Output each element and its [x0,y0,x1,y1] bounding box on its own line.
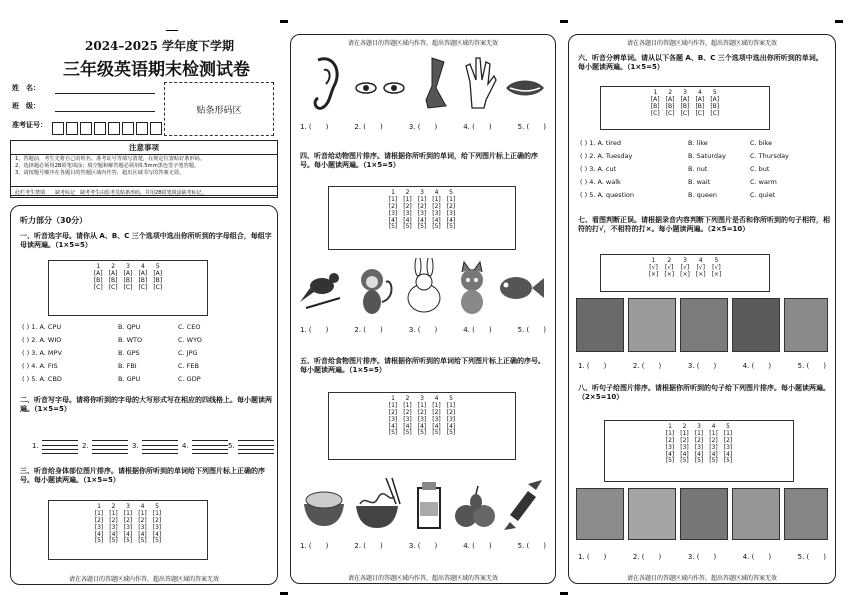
id-boxes[interactable] [52,118,164,137]
scene-picture [628,298,676,352]
four-line-grid[interactable] [92,440,128,454]
notes-title: 注意事项 [11,141,277,155]
q6-option-a[interactable]: ( ) 1. A. tired [580,139,621,147]
story-picture [576,488,624,540]
crop-mark [560,592,568,595]
header-banner: 请在各题目的答题区域内作答，超出答题区域的答案无效 [347,40,498,47]
pictures-food [300,474,546,532]
class-label: 班 级： [12,102,40,110]
q2-num: 5. [228,442,235,450]
answer-blank[interactable]: 3. ( ) [408,542,438,550]
answer-blank[interactable]: 3. ( ) [687,553,717,561]
pictures-body-parts [300,52,546,114]
mouth-icon [506,81,544,96]
story-picture [784,488,828,540]
answer-blank[interactable]: 2. ( ) [632,362,662,370]
q6-title: 六、听音分辨单词。请从以下各题 A、B、C 三个选项中选出你所听到的单词。每小题读两遍。（1×5=5） [578,54,823,72]
answer-blank[interactable]: 4. ( ) [463,123,492,131]
q2-num: 2. [82,442,89,450]
q6-option-b[interactable]: B. Saturday [688,152,726,160]
q4-title: 四、听音给动物图片排序。请根据你所听到的单词，给下列图片标上正确的序号。每小题读两遍。（1×5=5） [300,152,538,170]
q1-option-c[interactable]: C. GDP [178,375,201,383]
answer-grid-q3[interactable]: 1 2 3 4 5 [1] [1] [1] [1] [1] [2] [2] [2] [2] [2] [3] [3] [3] [3] [3] [4] [4] [4] [4] [4] [5] [5] [5] [5] [5] [48,500,208,560]
note-item: 2、选择题必须用2B铅笔填涂；填空题和解答题必须用0.5mm黑色签字笔答题。 [15,163,200,170]
q6-option-b[interactable]: B. queen [688,191,717,199]
bird-icon [300,273,340,308]
answer-blank[interactable]: 2. ( ) [354,123,383,131]
hand-icon [466,58,496,108]
scene-picture [784,298,828,352]
four-line-grid[interactable] [238,440,274,454]
answer-grid-q4[interactable]: 1 2 3 4 5 [1] [1] [1] [1] [1] [2] [2] [2] [2] [2] [3] [3] [3] [3] [3] [4] [4] [4] [4] [4] [5] [5] [5] [5] [5] [328,186,516,250]
name-field[interactable] [55,93,155,94]
milk-icon [418,482,440,528]
absent-label: 此栏考生禁填 缺考标记 [15,190,76,196]
scene-picture [576,298,624,352]
q6-option-c[interactable]: C. warm [750,178,777,186]
q1-option-b[interactable]: B. QPU [118,323,141,331]
footer-banner: 请在各题目的答题区域内作答，超出答题区域的答案无效 [68,576,219,583]
answer-blank[interactable]: 3. ( ) [408,123,438,131]
answer-blank[interactable]: 5. ( ) [797,362,826,370]
q6-option-b[interactable]: B. like [688,139,708,147]
scene-picture [680,298,728,352]
q1-option-b[interactable]: B. FBI [118,362,137,370]
note-item: 1、答题前，考生先将自己的姓名、准考证号等填写清楚，在规定位置贴好条形码。 [15,156,206,162]
pear-icon [455,486,495,527]
four-line-grid[interactable] [142,440,178,454]
answer-row [300,122,546,132]
answer-grid-q1[interactable]: 1 2 3 4 5 [A] [A] [A] [A] [A] [B] [B] [B] [B] [B] [C] [C] [C] [C] [C] [48,260,208,316]
q1-title: 一、听音选字母。请你从 A、B、C 三个选项中选出你所听到的字母组合，每组字母读两遍。（1×5=5） [20,232,272,250]
answer-blank[interactable]: 5. ( ) [797,553,826,561]
barcode-area: 贴条形码区 [164,82,274,136]
header-banner: 请在各题目的答题区域内作答，超出答题区域的答案无效 [626,40,777,47]
answer-grid-q5[interactable]: 1 2 3 4 5 [1] [1] [1] [1] [1] [2] [2] [2] [2] [2] [3] [3] [3] [3] [3] [4] [4] [4] [4] [4] [5] [5] [5] [5] [5] [328,392,516,460]
absent-box [10,186,278,198]
q2-num: 4. [182,442,189,450]
note-item: 3、请按题号顺序在各题目的答题区域内作答，超出区域书写的答案无效。 [15,170,185,177]
q3-title: 三、听音给身体部位图片排序。请根据你所听到的单词给下列图片标上正确的序号。每小题读两遍。（1×5=5） [20,467,265,485]
q6-option-b[interactable]: B. wait [688,178,711,186]
four-line-grid[interactable] [192,440,228,454]
ear-icon [315,59,337,109]
answer-grid-q7[interactable]: 1 2 3 4 5 [√] [√] [√] [√] [√] [×] [×] [×] [×] [×] [600,254,770,292]
school-year: 2024–2025 学年度下学期 [85,39,234,53]
class-field[interactable] [55,111,155,112]
absent-note: 缺考考生由监考员贴条形码，并用2B铅笔填涂缺考标记。 [80,190,207,196]
answer-blank[interactable]: 1. ( ) [300,542,329,550]
q7-title: 七、看图判断正误。请根据录音内容判断下列图片是否和你所听到的句子相符，相符的打√，不相符的打×。每小题读两遍。（2×5=10） [578,216,830,234]
q1-option-c[interactable]: C. CEO [178,323,201,331]
fish-icon [500,277,544,299]
q6-option-c[interactable]: C. but [750,165,770,173]
story-picture [680,488,728,540]
q1-option-b[interactable]: B. GPU [118,375,141,383]
crop-mark [560,20,568,23]
answer-blank[interactable]: 1. ( ) [300,123,329,131]
answer-blank[interactable]: 2. ( ) [632,553,662,561]
answer-blank[interactable]: 2. ( ) [354,326,383,334]
monkey-icon [361,269,392,314]
q1-option-b[interactable]: B. GPS [118,349,140,357]
q1-option-a[interactable]: ( ) 1. A. CPU [22,323,62,331]
crop-mark [280,20,288,23]
q1-option-b[interactable]: B. WTO [118,336,143,344]
answer-blank[interactable]: 5. ( ) [517,123,546,131]
q6-option-c[interactable]: C. quiet [750,191,776,199]
q1-option-a[interactable]: ( ) 4. A. FIS [22,362,58,370]
eyes-icon [356,83,404,93]
q1-option-a[interactable]: ( ) 2. A. WIO [22,336,62,344]
noodles-icon [356,478,400,528]
leg-icon [426,58,446,108]
q2-title: 二、听音写字母。请将你听到的字母的大写形式写在相应的四线格上。每小题读两遍。（1×5=5） [20,396,272,414]
answer-blank[interactable]: 1. ( ) [578,362,607,370]
story-picture [732,488,780,540]
answer-blank[interactable]: 5. ( ) [517,542,546,550]
footer-banner: 请在各题目的答题区域内作答，超出答题区域的答案无效 [347,575,498,582]
four-line-grid[interactable] [42,440,78,454]
q1-option-c[interactable]: C. JPG [178,349,198,357]
answer-blank[interactable]: 3. ( ) [408,326,438,334]
q6-option-c[interactable]: C. bike [750,139,773,147]
scene-picture [732,298,780,352]
answer-blank[interactable]: 1. ( ) [578,553,607,561]
answer-blank[interactable]: 4. ( ) [742,362,772,370]
answer-row [300,325,546,335]
q1-option-a[interactable]: ( ) 5. A. CBD [22,375,62,383]
answer-blank[interactable]: 3. ( ) [687,362,717,370]
section-title: 听力部分（30分） [20,216,88,225]
answer-blank[interactable]: 5. ( ) [517,326,546,334]
crop-mark [835,20,843,23]
answer-row [578,361,826,371]
q6-option-a[interactable]: ( ) 4. A. walk [580,178,621,186]
q1-option-c[interactable]: C. FEB [178,362,199,370]
page-title: 三年级英语期末检测试卷 [63,60,250,80]
q6-option-a[interactable]: ( ) 2. A. Tuesday [580,152,633,160]
q6-option-c[interactable]: C. Thursday [750,152,789,160]
pictures-animals [300,258,546,318]
q1-option-c[interactable]: C. WYO [178,336,202,344]
name-label: 姓 名： [12,84,40,92]
q5-title: 五、听音给食物图片排序。请根据你所听到的单词给下列图片标上正确的序号。每小题读两遍。（1×5=5） [300,357,545,375]
q6-option-a[interactable]: ( ) 5. A. question [580,191,635,199]
id-label: 准考证号： [12,121,47,129]
answer-row [578,552,826,562]
answer-blank[interactable]: 2. ( ) [354,542,383,550]
answer-grid-q6[interactable]: 1 2 3 4 5 [A] [A] [A] [A] [A] [B] [B] [B] [B] [B] [C] [C] [C] [C] [C] [600,86,770,130]
answer-blank[interactable]: 1. ( ) [300,326,329,334]
answer-blank[interactable]: 4. ( ) [463,542,492,550]
candy-icon [504,480,542,530]
q6-option-b[interactable]: B. nut [688,165,708,173]
cat-icon [461,262,483,314]
q2-num: 1. [32,442,39,450]
story-picture [628,488,676,540]
answer-blank[interactable]: 4. ( ) [742,553,772,561]
header-dash [166,30,178,31]
q1-option-a[interactable]: ( ) 3. A. MPV [22,349,62,357]
q8-title: 八、听句子给图片排序。请根据你所听到的句子给下列图片排序。每小题读两遍。（2×5=10） [578,384,830,402]
answer-grid-q8[interactable]: 1 2 3 4 5 [1] [1] [1] [1] [1] [2] [2] [2] [2] [2] [3] [3] [3] [3] [3] [4] [4] [4] [4] [4] [5] [5] [5] [5] [5] [604,420,794,482]
q2-num: 3. [132,442,139,450]
crop-mark [280,592,288,595]
rabbit-icon [408,258,440,312]
footer-banner: 请在各题目的答题区域内作答，超出答题区域的答案无效 [626,575,777,582]
q6-option-a[interactable]: ( ) 3. A. cut [580,165,617,173]
rice-bowl-icon [304,492,344,526]
answer-blank[interactable]: 4. ( ) [463,326,492,334]
answer-row [300,541,546,551]
